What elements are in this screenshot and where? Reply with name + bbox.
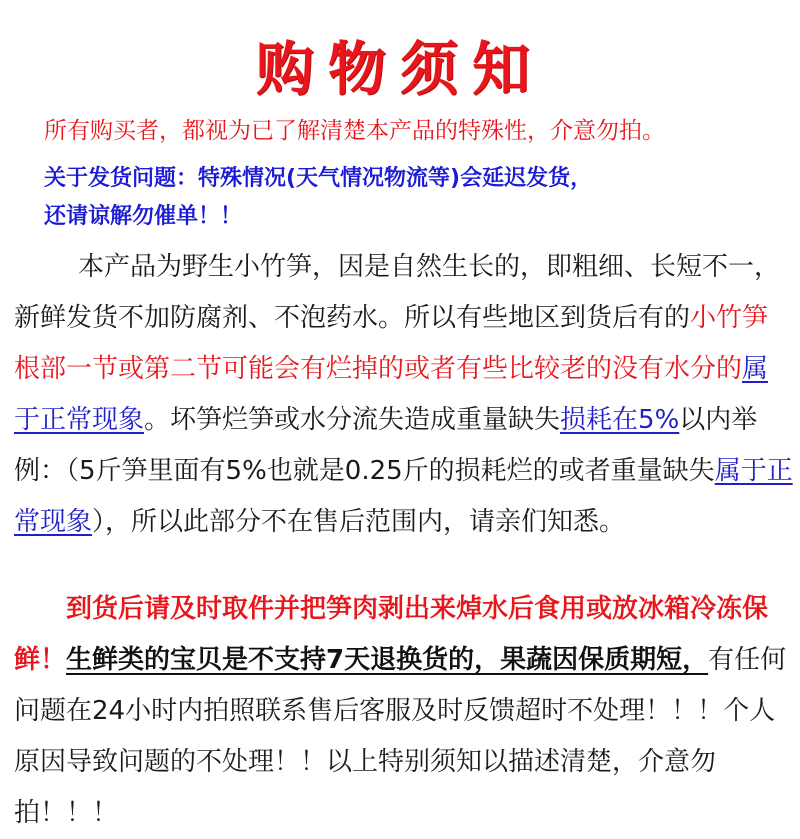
description-text-3: 以内举例：（5斤笋里面有5%也就是0.25斤的损耗烂的或者重量缺失: [14, 405, 758, 486]
description-text-2: 。坏笋烂笋或水分流失造成重量缺失: [144, 405, 561, 435]
description-warning-red: 小竹笋根部一节或第二节可能会有烂掉的或者有些比较老的没有水分的: [14, 303, 769, 384]
shipping-line-2: 还请谅解勿催单！！: [44, 204, 243, 229]
buyer-notice: 所有购买者，都视为已了解清楚本产品的特殊性，介意勿拍。: [44, 118, 665, 144]
after-sale-notice: [14, 584, 794, 839]
shipping-notice: [44, 160, 784, 236]
after-sale-text: 有任何问题在24小时内拍照联系售后客服及时反馈超时不处理！！！个人原因导致问题的不处理！！以上特别须知以描述清楚，介意勿拍！！！: [14, 645, 787, 828]
normal-phenomenon-1: 属于正常现象: [14, 354, 769, 435]
product-description: [14, 242, 794, 548]
description-text-4: ），所以此部分不在售后范围内，请亲们知悉。: [92, 507, 626, 537]
loss-rate-note: 损耗在5%: [560, 405, 680, 435]
normal-phenomenon-2: 属于正常现象: [14, 456, 793, 537]
shipping-line-1: 关于发货问题：特殊情况(天气情况物流等)会延迟发货，: [44, 166, 593, 191]
pickup-instruction: 到货后请及时取件并把笋肉剥出来焯水后食用或放冰箱冷冻保鲜！: [14, 594, 769, 675]
page-title: 购物须知: [255, 35, 544, 103]
no-return-policy: 生鲜类的宝贝是不支持7天退换货的，果蔬因保质期短，: [66, 645, 709, 675]
description-text-1: 本产品为野生小竹笋，因是自然生长的，即粗细、长短不一，新鲜发货不加防腐剂、不泡药水。所以有些地区到货后有的: [14, 252, 781, 333]
